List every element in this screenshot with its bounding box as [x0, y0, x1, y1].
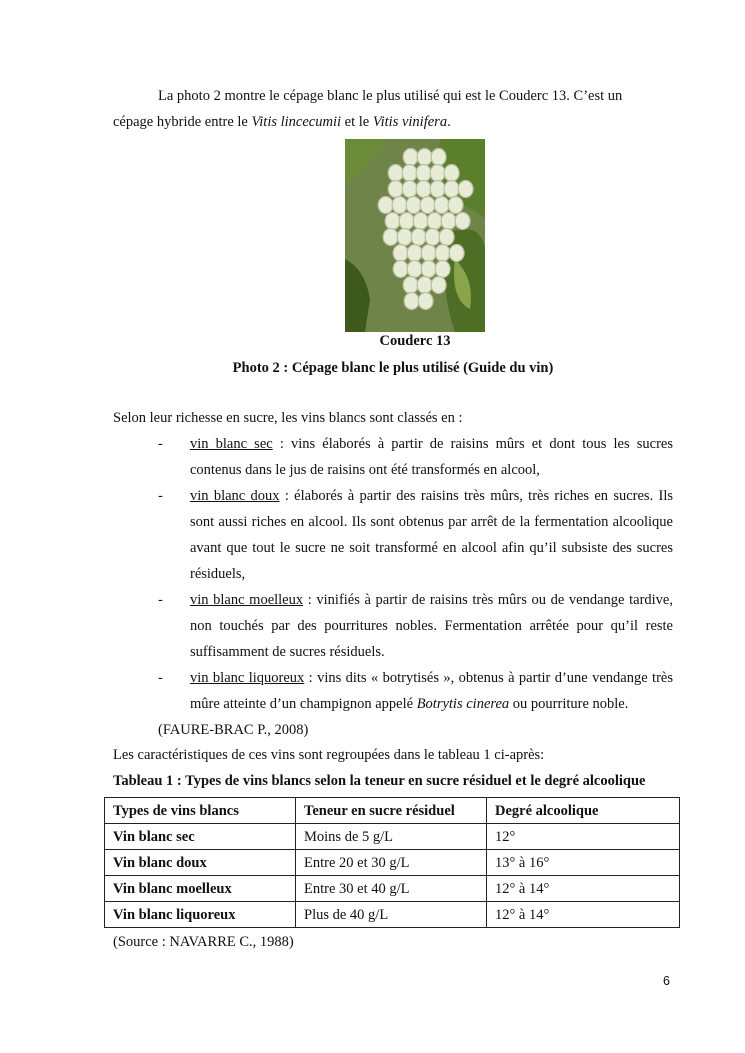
grape-berry: [413, 213, 428, 230]
table-cell: Vin blanc liquoreux: [105, 902, 296, 928]
grape-berry: [402, 165, 417, 182]
table-cell: 12°: [487, 824, 680, 850]
grape-berry: [416, 165, 431, 182]
term-vin-blanc-liquoreux: vin blanc liquoreux: [190, 670, 305, 686]
grape-berry: [430, 165, 445, 182]
wine-types-table: [104, 797, 680, 928]
grape-berry: [430, 181, 445, 198]
grape-berry: [402, 181, 417, 198]
table-caption: Tableau 1 : Types de vins blancs selon la teneur en sucre résiduel et le degré alcoolique: [113, 773, 646, 789]
term-vin-blanc-sec: vin blanc sec: [190, 436, 273, 452]
table-row: [105, 902, 680, 928]
table-cell: 12° à 14°: [487, 902, 680, 928]
list-item-sec: [158, 431, 673, 483]
grape-berry: [421, 261, 436, 278]
photo-caption-title: Photo 2 : Cépage blanc le plus utilisé (Guide du vin): [232, 360, 554, 376]
grape-berry: [406, 197, 421, 214]
term-vin-blanc-doux: vin blanc doux: [190, 488, 280, 504]
table-cell: 12° à 14°: [487, 876, 680, 902]
grape-berry: [434, 197, 449, 214]
grape-berry: [458, 181, 473, 198]
grape-cluster-image: [345, 139, 485, 332]
list-dash: -: [158, 436, 163, 452]
grape-berry: [435, 245, 450, 262]
intro-text: et le: [341, 114, 373, 130]
grape-berry: [427, 213, 442, 230]
grape-berry: [403, 149, 418, 166]
grape-berry: [388, 165, 403, 182]
grape-berry: [397, 229, 412, 246]
item-text: : élaborés à partir des raisins très mûrs, très riches en sucres. Ils sont aussi riches en alcool. Ils sont obtenus par arrêt de la fermentation alcoolique avant que tout le sucre ne soit transformé en alcool afin qu’il subsiste des sucres résiduels,: [190, 488, 673, 582]
table-row: [105, 876, 680, 902]
grape-berry: [420, 197, 435, 214]
intro-text: cépage hybride entre le: [113, 114, 252, 130]
item-text: ou pourriture noble.: [509, 696, 629, 712]
grape-berry: [431, 149, 446, 166]
list-item-liquoreux: [158, 665, 673, 717]
grape-berry: [407, 245, 422, 262]
intro-line-1: La photo 2 montre le cépage blanc le plus utilisé qui est le Couderc 13. C’est un: [158, 88, 623, 104]
list-dash: -: [158, 488, 163, 504]
grape-berry: [418, 293, 433, 310]
table-cell: Plus de 40 g/L: [296, 902, 487, 928]
intro-line-2: [113, 109, 673, 135]
grape-berry: [404, 293, 419, 310]
grape-berry: [455, 213, 470, 230]
page-number: 6: [663, 974, 670, 988]
term-vin-blanc-moelleux: vin blanc moelleux: [190, 592, 304, 608]
table-cell: 13° à 16°: [487, 850, 680, 876]
grape-berry: [441, 213, 456, 230]
intro-text: .: [447, 114, 451, 130]
grape-berry: [431, 277, 446, 294]
grape-berry: [383, 229, 398, 246]
table-header-row: [105, 798, 680, 824]
grape-berry: [393, 261, 408, 278]
grape-berry: [444, 165, 459, 182]
table-header-cell: Degré alcoolique: [487, 798, 680, 824]
grape-berry: [421, 245, 436, 262]
grape-berry: [407, 261, 422, 278]
characteristics-intro: Les caractéristiques de ces vins sont regroupées dans le tableau 1 ci-après:: [113, 747, 545, 763]
grape-berry: [388, 181, 403, 198]
grape-berry: [393, 245, 408, 262]
table-header-cell: Teneur en sucre résiduel: [296, 798, 487, 824]
grape-berry: [416, 181, 431, 198]
list-dash: -: [158, 670, 163, 686]
list-dash: -: [158, 592, 163, 608]
table-cell: Vin blanc moelleux: [105, 876, 296, 902]
grape-berry: [417, 277, 432, 294]
table-cell: Vin blanc sec: [105, 824, 296, 850]
grape-berry: [449, 245, 464, 262]
grape-berry: [392, 197, 407, 214]
species-vitis-vinifera: Vitis vinifera: [372, 114, 448, 130]
item-text: : vinifiés à partir de raisins très mûrs ou de vendange tardive, non touchés par des pourritures nobles. Fermentation arrêtée pour qu’il reste suffisamment de sucres résiduels.: [190, 592, 673, 660]
grape-berry: [403, 277, 418, 294]
grape-berry: [411, 229, 426, 246]
grape-photo: [345, 139, 485, 332]
species-botrytis-cinerea: Botrytis cinerea: [416, 696, 510, 712]
grape-berry: [444, 181, 459, 198]
table-row: [105, 824, 680, 850]
grape-berry: [448, 197, 463, 214]
classification-intro: Selon leur richesse en sucre, les vins blancs sont classés en :: [113, 410, 463, 426]
grape-berry: [385, 213, 400, 230]
table-row: [105, 850, 680, 876]
reference-citation: (FAURE-BRAC P., 2008): [158, 722, 309, 738]
grape-berry: [425, 229, 440, 246]
grape-berry: [378, 197, 393, 214]
list-item-doux: [158, 483, 673, 587]
table-header-cell: Types de vins blancs: [105, 798, 296, 824]
species-vitis-lincecumii: Vitis lincecumii: [251, 114, 342, 130]
grape-berry: [439, 229, 454, 246]
grape-berry: [417, 149, 432, 166]
list-item-moelleux: [158, 587, 673, 665]
table-cell: Entre 30 et 40 g/L: [296, 876, 487, 902]
item-text: : vins élaborés à partir de raisins mûrs et dont tous les sucres contenus dans le jus de raisins ont été transformés en alcool,: [190, 436, 673, 478]
grape-berry: [435, 261, 450, 278]
table-cell: Vin blanc doux: [105, 850, 296, 876]
grape-berry: [399, 213, 414, 230]
table-cell: Entre 20 et 30 g/L: [296, 850, 487, 876]
table-source: (Source : NAVARRE C., 1988): [113, 934, 294, 950]
item-text: : vins dits « botrytisés », obtenus à partir d’une vendange très mûre atteinte d’un champignon appelé: [190, 670, 673, 712]
wine-type-list: [158, 431, 673, 743]
photo-caption-name: Couderc 13: [379, 333, 451, 349]
table-cell: Moins de 5 g/L: [296, 824, 487, 850]
